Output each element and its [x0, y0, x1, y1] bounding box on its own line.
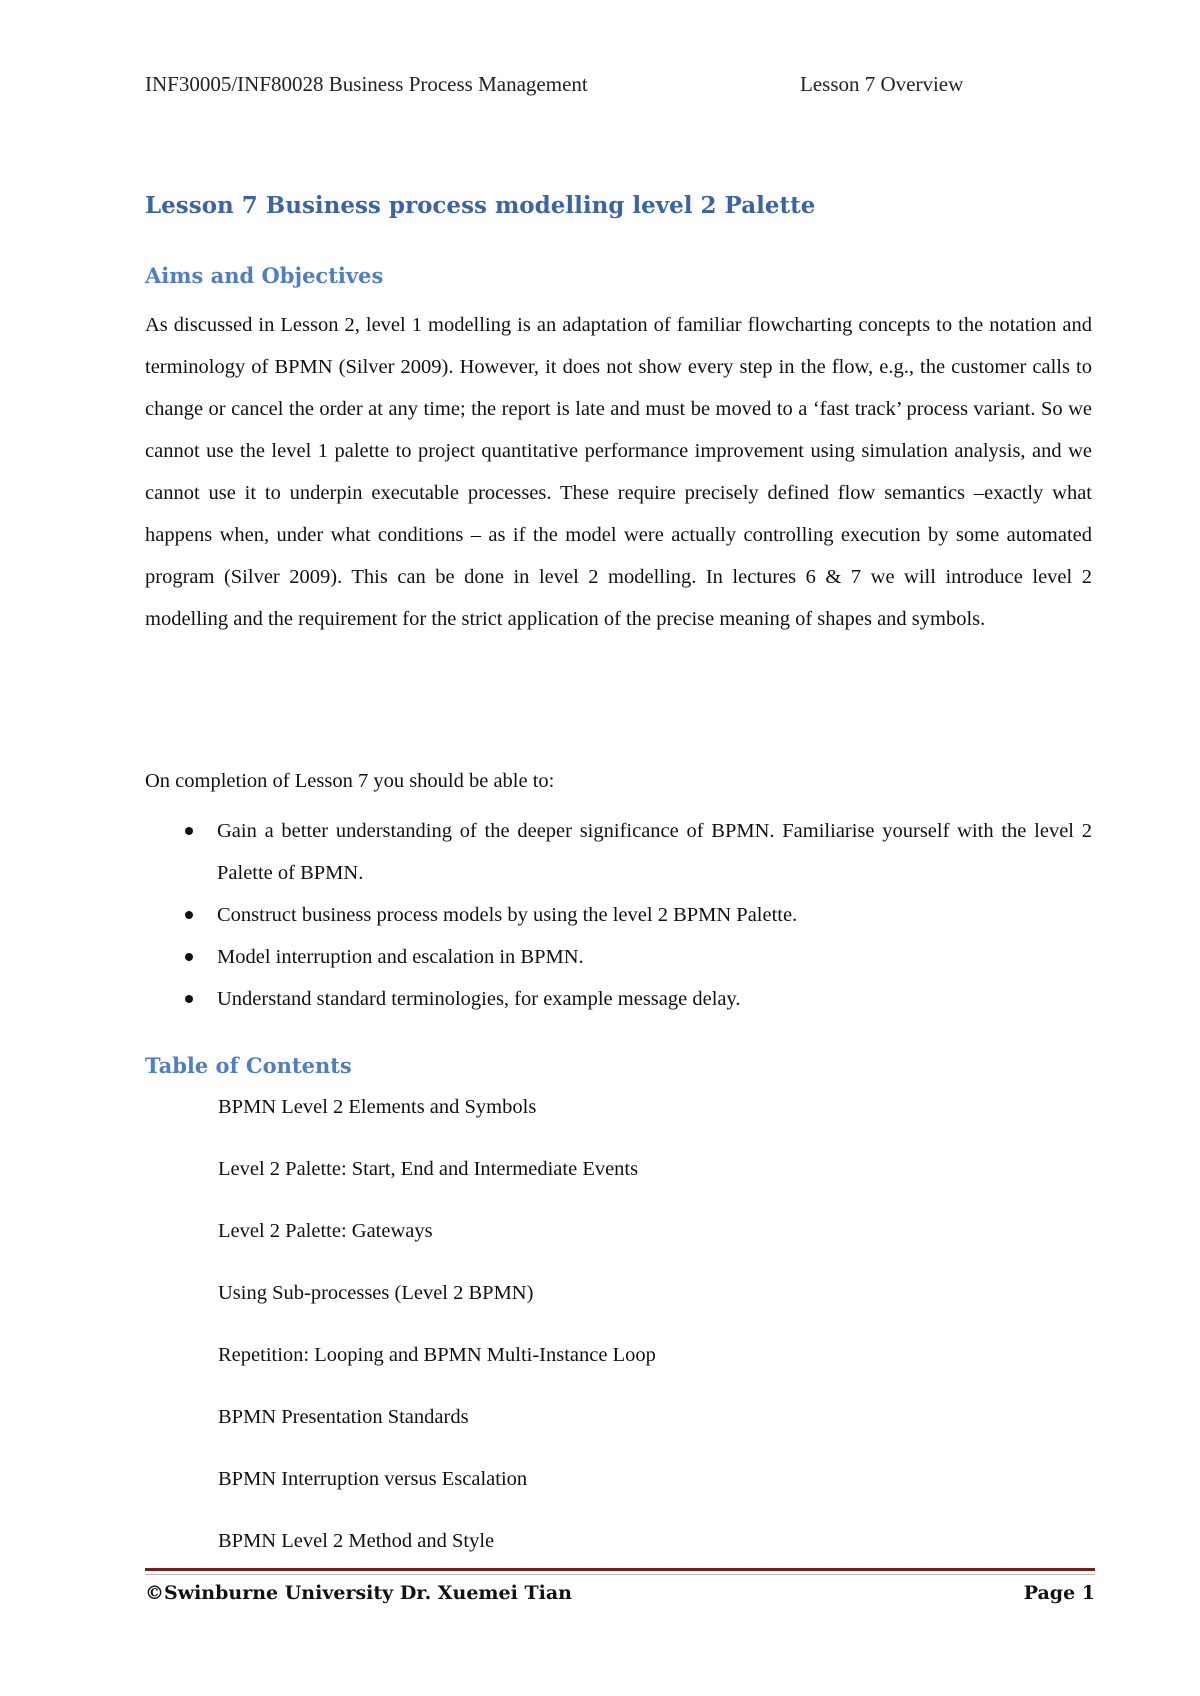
toc-item[interactable]: BPMN Level 2 Method and Style	[218, 1530, 495, 1552]
bullet-icon	[185, 995, 193, 1003]
toc-item[interactable]: Repetition: Looping and BPMN Multi-Instance Loop	[218, 1344, 656, 1366]
footer-copyright: ©Swinburne University Dr. Xuemei Tian	[145, 1582, 572, 1604]
list-item	[145, 894, 1092, 936]
header-course: INF30005/INF80028 Business Process Management	[145, 72, 588, 96]
table-of-contents	[218, 1094, 1078, 1590]
toc-item[interactable]: BPMN Level 2 Elements and Symbols	[218, 1096, 537, 1118]
bullet-icon	[185, 827, 193, 835]
objectives-list	[145, 810, 1092, 1020]
bullet-icon	[185, 911, 193, 919]
toc-item[interactable]: BPMN Presentation Standards	[218, 1406, 469, 1428]
header-lesson: Lesson 7 Overview	[800, 72, 964, 96]
list-item	[145, 936, 1092, 978]
toc-heading: Table of Contents	[145, 1053, 352, 1078]
objective-text: Gain a better understanding of the deeper significance of BPMN. Familiarise yourself with the level 2 Palette of BPMN.	[217, 820, 1092, 884]
objective-text: Model interruption and escalation in BPMN.	[217, 946, 584, 968]
aims-heading: Aims and Objectives	[145, 263, 384, 288]
list-item	[145, 810, 1092, 894]
aims-paragraph: As discussed in Lesson 2, level 1 modelling is an adaptation of familiar flowcharting concepts to the notation and terminology of BPMN (Silver 2009). However, it does not show every step in the flow, e.g., the customer calls to change or cancel the order at any time; the report is late and must be moved to a ‘fast track’ process variant. So we cannot use the level 1 palette to project quantitative performance improvement using simulation analysis, and we cannot use it to underpin executable processes. These require precisely defined flow semantics –exactly what happens when, under what conditions – as if the model were actually controlling execution by some automated program (Silver 2009). This can be done in level 2 modelling. In lectures 6 & 7 we will introduce level 2 modelling and the requirement for the strict application of the precise meaning of shapes and symbols.	[145, 314, 1092, 630]
footer-divider-thin	[145, 1574, 1095, 1575]
toc-item[interactable]: Using Sub-processes (Level 2 BPMN)	[218, 1282, 534, 1304]
objective-text: Construct business process models by using the level 2 BPMN Palette.	[217, 904, 798, 926]
page-title: Lesson 7 Business process modelling level 2 Palette	[145, 192, 816, 219]
objectives-intro: On completion of Lesson 7 you should be able to:	[145, 770, 555, 792]
footer-divider	[145, 1568, 1095, 1571]
toc-item[interactable]: Level 2 Palette: Gateways	[218, 1220, 433, 1242]
bullet-icon	[185, 953, 193, 961]
list-item	[145, 978, 1092, 1020]
toc-item[interactable]: Level 2 Palette: Start, End and Intermediate Events	[218, 1158, 639, 1180]
page-number: Page 1	[1023, 1582, 1095, 1604]
objective-text: Understand standard terminologies, for example message delay.	[217, 988, 741, 1010]
toc-item[interactable]: BPMN Interruption versus Escalation	[218, 1468, 528, 1490]
